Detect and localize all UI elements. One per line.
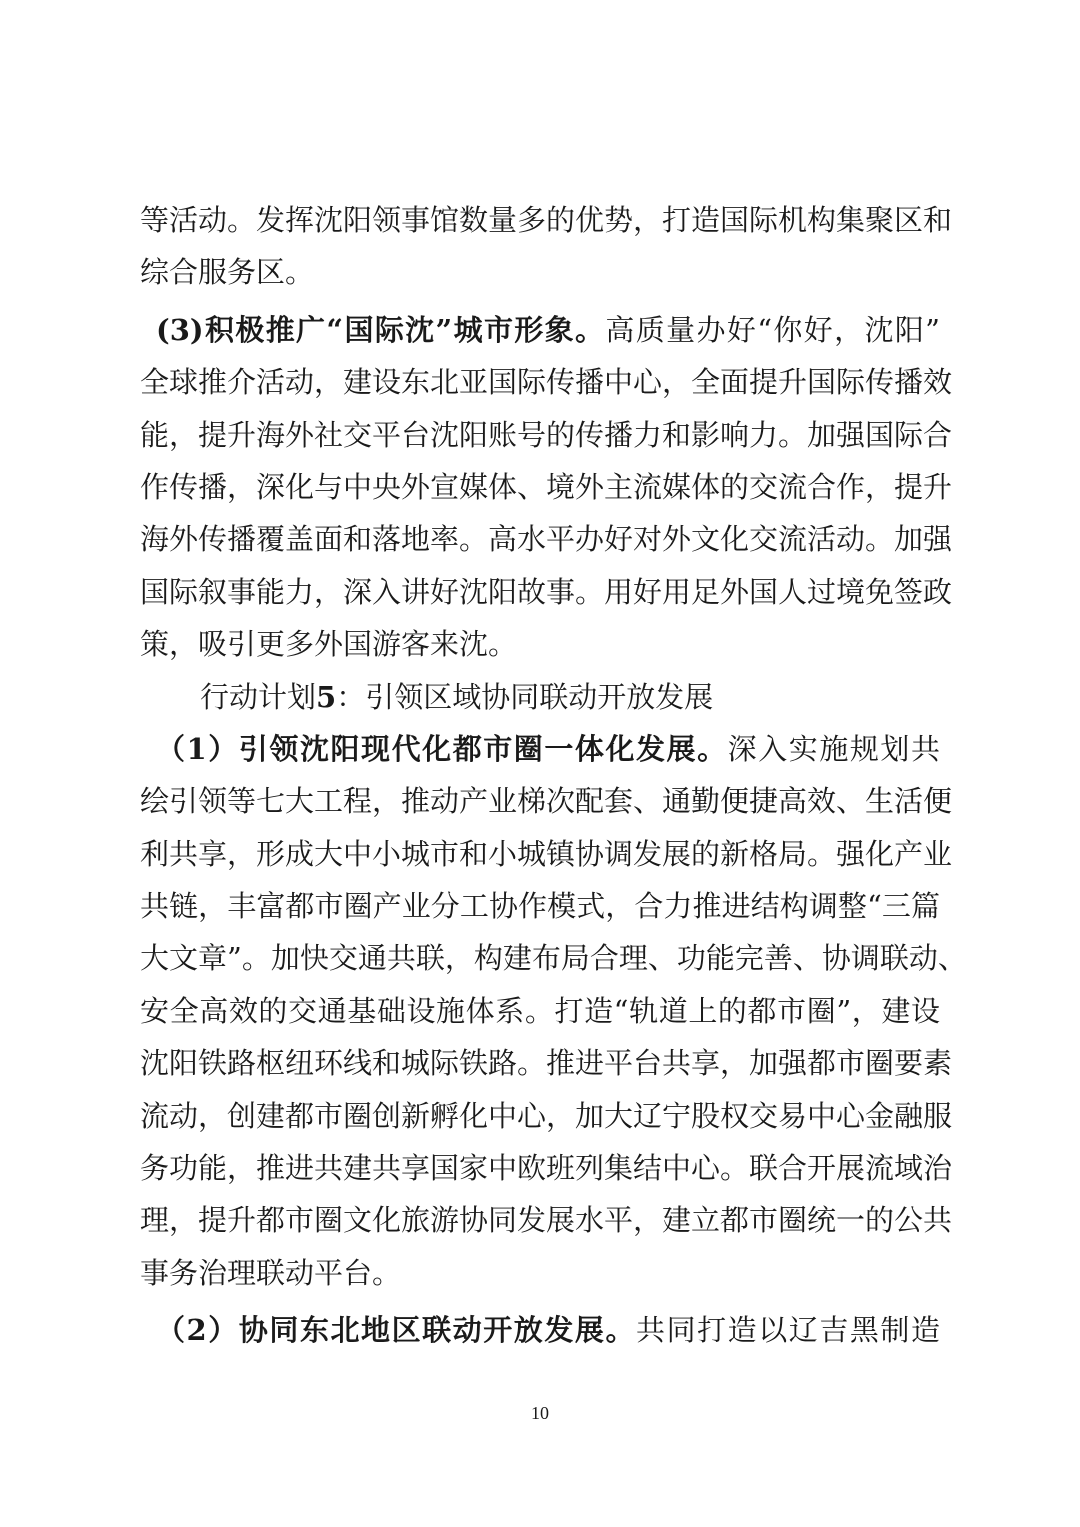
text-line: [140, 304, 940, 356]
text: ：引领区域协同联动开放发展: [336, 679, 714, 714]
text: 大文章”。加快交通共联，构建布局合理、功能完善、协调联动、: [140, 941, 967, 976]
text-line: [140, 356, 953, 408]
page-number: 10: [531, 1403, 549, 1423]
text-line: [140, 775, 953, 827]
paragraph: [140, 194, 953, 299]
bold-text: （2）协同东北地区联动开放发展。: [156, 1313, 637, 1348]
text: 共链，丰富都市圈产业分工协作模式，合力推进结构调整“三篇: [140, 889, 940, 924]
text-line: [140, 1090, 953, 1142]
text: 沈阳铁路枢纽环线和城际铁路。推进平台共享，加强都市圈要素: [140, 1046, 953, 1081]
document-body: [140, 194, 967, 1357]
text: 利共享，形成大中小城市和小城镇协调发展的新格局。强化产业: [140, 836, 953, 871]
text: 事务治理联动平台。: [140, 1255, 402, 1290]
text-line: [140, 1194, 953, 1246]
text-line: [140, 1304, 940, 1356]
text: 国际叙事能力，深入讲好沈阳故事。用好用足外国人过境免签政: [140, 574, 953, 609]
text: 务功能，推进共建共享国家中欧班列集结中心。联合开展流域治: [140, 1151, 953, 1186]
text-line: [140, 985, 940, 1037]
text-line: [140, 1037, 953, 1089]
text: 策，吸引更多外国游客来沈。: [140, 627, 518, 662]
text-line: [140, 618, 940, 670]
text-line: [140, 671, 940, 723]
text-line: [140, 880, 940, 932]
paragraph: [140, 1304, 940, 1356]
text-line: [140, 723, 940, 775]
text-line: [140, 1247, 940, 1299]
text: 共同打造以辽吉黑制造: [636, 1313, 940, 1348]
text: 行动计划: [200, 679, 317, 714]
bold-text: （1）引领沈阳现代化都市圈一体化发展。: [156, 731, 728, 766]
text: 高质量办好“你好，沈阳”: [605, 312, 941, 347]
text-line: [140, 461, 953, 513]
text-line: [140, 932, 967, 984]
text-line: [140, 194, 953, 246]
bold-text: (3)积极推广“国际沈”城市形象。: [156, 312, 606, 347]
text: 绘引领等七大工程，推动产业梯次配套、通勤便捷高效、生活便: [140, 784, 953, 819]
text-line: [140, 828, 953, 880]
text-line: [140, 513, 953, 565]
text: 作传播，深化与中央外宣媒体、境外主流媒体的交流合作，提升: [140, 469, 953, 504]
text: 等活动。发挥沈阳领事馆数量多的优势，打造国际机构集聚区和: [140, 203, 953, 237]
text: 综合服务区。: [140, 255, 315, 290]
section-heading: [140, 671, 940, 723]
paragraph: [140, 304, 953, 671]
paragraph: [140, 723, 967, 1299]
text: 安全高效的交通基础设施体系。打造“轨道上的都市圈”，建设: [140, 993, 940, 1028]
text-line: [140, 409, 953, 461]
text: 海外传播覆盖面和落地率。高水平办好对外文化交流活动。加强: [140, 522, 953, 557]
text-line: [140, 1142, 953, 1194]
text: 深入实施规划共: [727, 731, 940, 766]
text: 理，提升都市圈文化旅游协同发展水平，建立都市圈统一的公共: [140, 1203, 953, 1238]
text: 能，提升海外社交平台沈阳账号的传播力和影响力。加强国际合: [140, 417, 953, 452]
text: 全球推介活动，建设东北亚国际传播中心，全面提升国际传播效: [140, 365, 953, 400]
text-line: [140, 566, 953, 618]
bold-text: 5: [316, 679, 337, 714]
text: 流动，创建都市圈创新孵化中心，加大辽宁股权交易中心金融服: [140, 1098, 953, 1133]
text-line: [140, 246, 940, 298]
